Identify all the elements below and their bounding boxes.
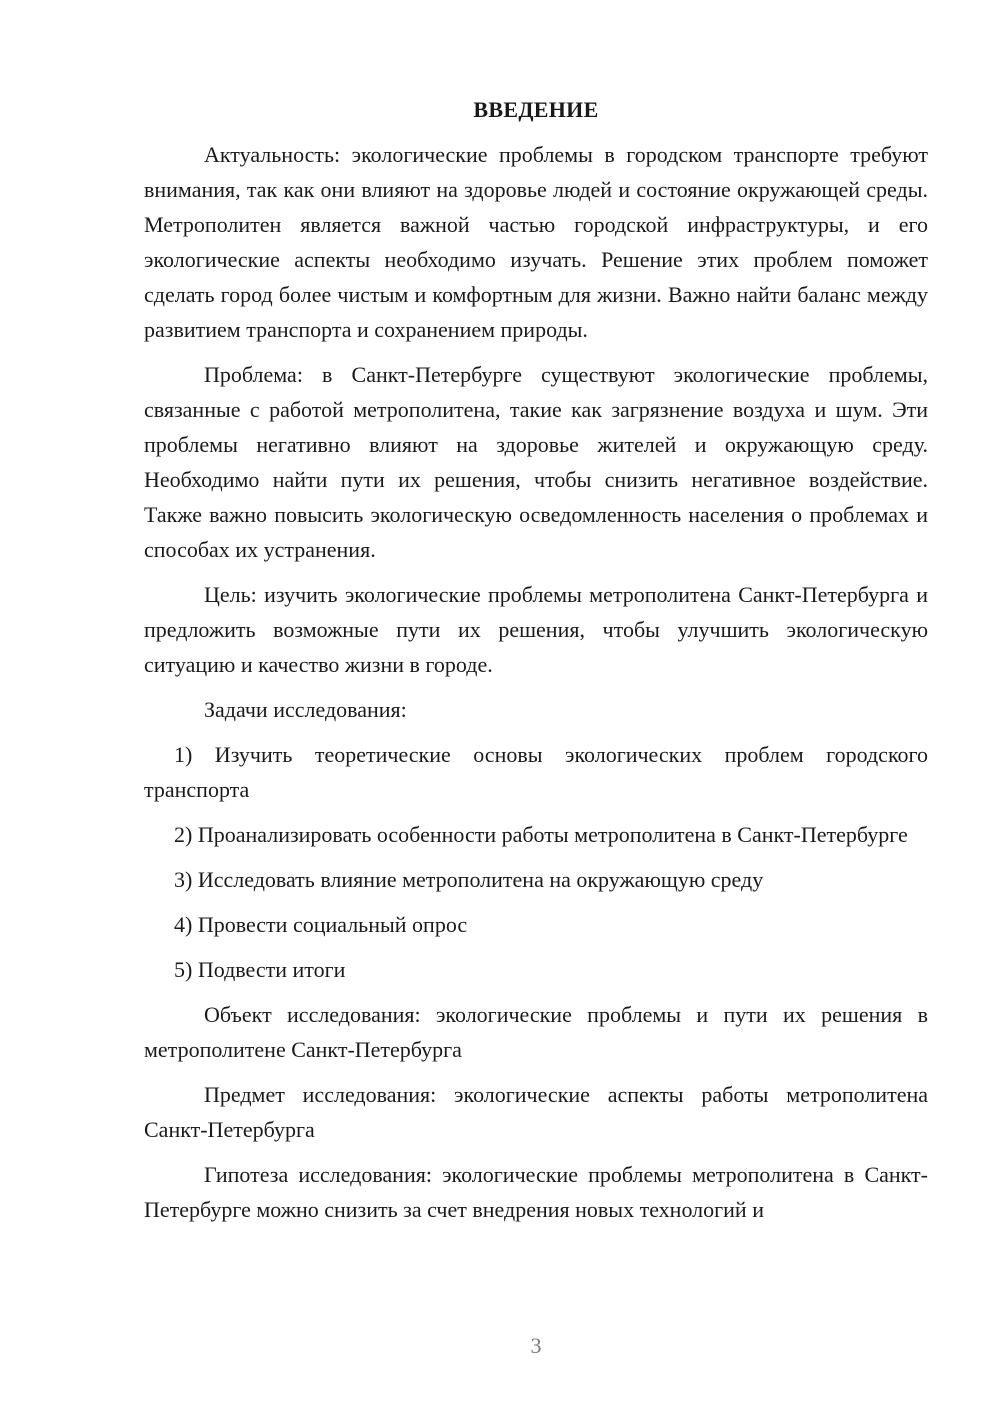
page-number: 3 bbox=[530, 1333, 542, 1358]
paragraph-hypothesis: Гипотеза исследования: экологические проблемы метрополитена в Санкт-Петербурге можно снизить за счет внедрения новых технологий и bbox=[144, 1162, 928, 1222]
task-item-2: 2) Проанализировать особенности работы метрополитена в Санкт-Петербурге bbox=[174, 822, 908, 847]
paragraph-relevance: Актуальность: экологические проблемы в городском транспорте требуют внимания, так как они влияют на здоровье людей и состояние окружающей среды. Метрополитен является важной частью городской инфраструктуры, и его экологические аспекты необходимо изучать. Решение этих проблем поможет сделать город более чистым и комфортным для жизни. Важно найти баланс между развитием транспорта и сохранением природы. bbox=[144, 142, 928, 342]
document-page bbox=[144, 92, 928, 1237]
task-item-5: 5) Подвести итоги bbox=[174, 957, 346, 982]
tasks-heading: Задачи исследования: bbox=[204, 697, 407, 722]
paragraph-goal: Цель: изучить экологические проблемы метрополитена Санкт-Петербурга и предложить возможные пути их решения, чтобы улучшить экологическую ситуацию и качество жизни в городе. bbox=[144, 582, 928, 677]
task-item-3: 3) Исследовать влияние метрополитена на окружающую среду bbox=[174, 867, 764, 892]
task-item-4: 4) Провести социальный опрос bbox=[174, 912, 468, 937]
paragraph-problem: Проблема: в Санкт-Петербурге существуют экологические проблемы, связанные с работой метрополитена, такие как загрязнение воздуха и шум. Эти проблемы негативно влияют на здоровье жителей и окружающую среду. Необходимо найти пути их решения, чтобы снизить негативное воздействие. Также важно повысить экологическую осведомленность населения о проблемах и способах их устранения. bbox=[144, 362, 928, 562]
paragraph-subject: Предмет исследования: экологические аспекты работы метрополитена Санкт-Петербурга bbox=[144, 1082, 928, 1142]
task-item-1: 1) Изучить теоретические основы экологических проблем городского транспорта bbox=[144, 742, 928, 802]
paragraph-object: Объект исследования: экологические проблемы и пути их решения в метрополитене Санкт-Петербурга bbox=[144, 1002, 928, 1062]
page-title: ВВЕДЕНИЕ bbox=[473, 97, 599, 122]
